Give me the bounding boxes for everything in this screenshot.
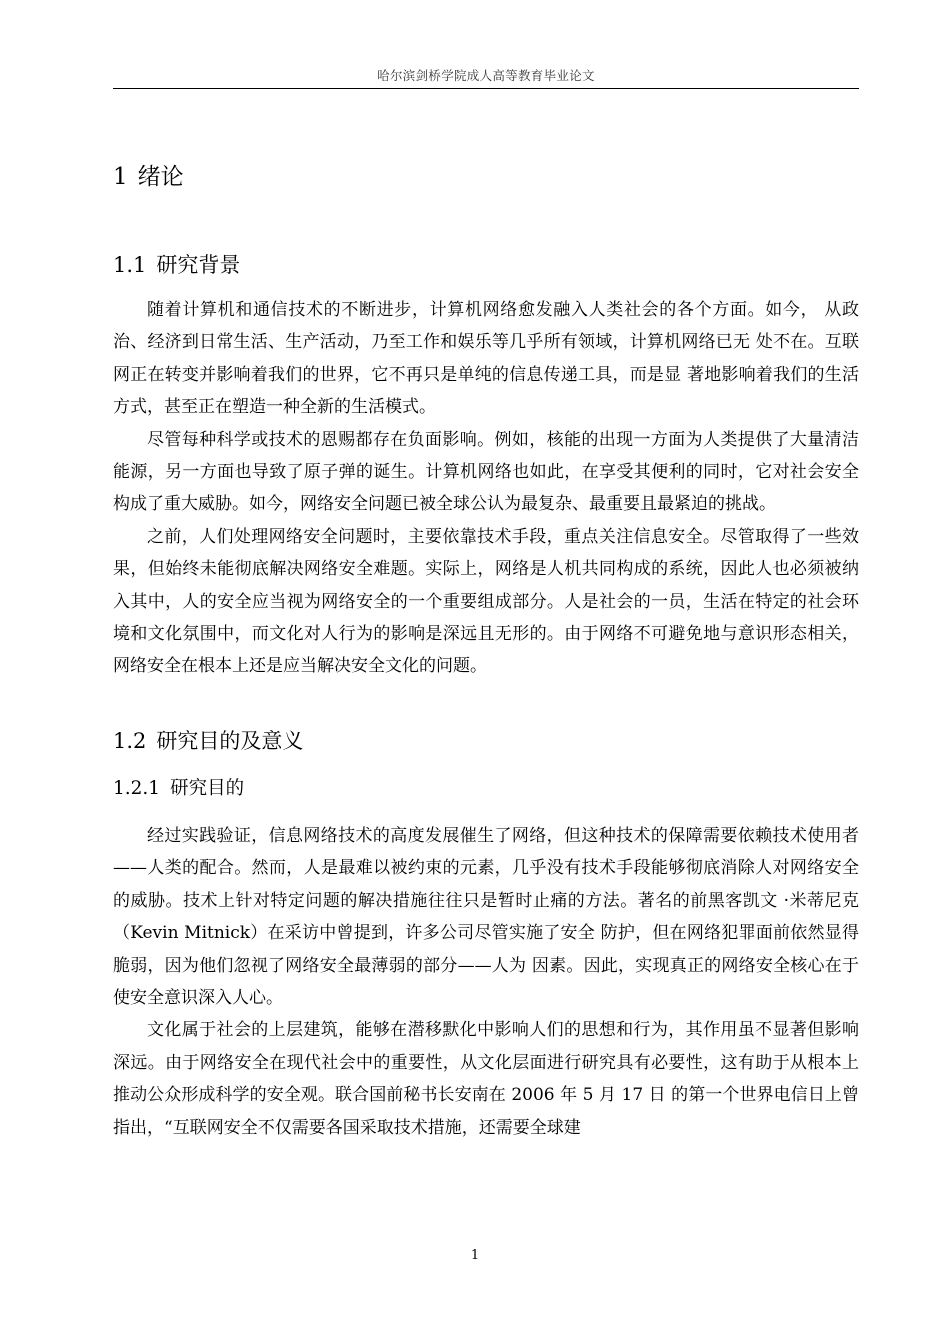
- subsection-heading-1-2-1: [113, 775, 244, 803]
- section-title-1-1: 研究背景: [156, 253, 241, 277]
- section-number-1-2: 1.2: [113, 729, 147, 753]
- paragraph: 随着计算机和通信技术的不断进步，计算机网络愈发融入人类社会的各个方面。如今， 从政治、经济到日常生活、生产活动，乃至工作和娱乐等几乎所有领域，计算机网络已无 处不在。互联网正在转变并影响着我们的世界，它不再只是单纯的信息传递工具，而是显 著地影响着我们的生活方式，甚至正在塑造一种全新的生活模式。: [113, 300, 859, 418]
- page-number: 1: [470, 1248, 480, 1263]
- paragraph: 文化属于社会的上层建筑，能够在潜移默化中影响人们的思想和行为，其作用虽不显著但影响深远。由于网络安全在现代社会中的重要性，从文化层面进行研究具有必要性，这有助于从根本上推动公众形成科学的安全观。联合国前秘书长安南在 2006 年 5 月 17 日 的第一个世界电信日上曾指出，“互联网安全不仅需要各国采取技术措施，还需要全球建: [113, 1020, 859, 1138]
- subsection-number-1-2-1: 1.2.1: [113, 778, 161, 799]
- chapter-number: 1: [113, 164, 128, 190]
- section-heading-1-1: [113, 250, 240, 280]
- subsection-1-2-1-body: [113, 820, 859, 1144]
- paragraph: 尽管每种科学或技术的恩赐都存在负面影响。例如，核能的出现一方面为人类提供了大量清洁能源，另一方面也导致了原子弹的诞生。计算机网络也如此，在享受其便利的同时，它对社会安全构成了重大威胁。如今，网络安全问题已被全球公认为最复杂、最重要且最紧迫的挑战。: [113, 429, 859, 515]
- section-1-1-body: [113, 294, 859, 683]
- paragraph: 经过实践验证，信息网络技术的高度发展催生了网络，但这种技术的保障需要依赖技术使用者——人类的配合。然而，人是最难以被约束的元素，几乎没有技术手段能够彻底消除人对网络安全的威胁。技术上针对特定问题的解决措施往往只是暂时止痛的方法。著名的前黑客凯文 ·米蒂尼克（Kevin Mitnick）在采访中曾提到，许多公司尽管实施了安全 防护，但在网络犯罪面前依然显得脆弱，因为他们忽视了网络安全最薄弱的部分——人为 因素。因此，实现真正的网络安全核心在于使安全意识深入人心。: [113, 826, 859, 1009]
- running-header: 哈尔滨剑桥学院成人高等教育毕业论文: [377, 68, 595, 83]
- section-title-1-2: 研究目的及意义: [156, 729, 304, 753]
- section-heading-1-2: [113, 726, 303, 756]
- paragraph: 之前，人们处理网络安全问题时，主要依靠技术手段，重点关注信息安全。尽管取得了一些效果，但始终未能彻底解决网络安全难题。实际上，网络是人机共同构成的系统，因此人也必须被纳入其中，人的安全应当视为网络安全的一个重要组成部分。人是社会的一员，生活在特定的社会环境和文化氛围中，而文化对人行为的影响是深远且无形的。由于网络不可避免地与意识形态相关，网络安全在根本上还是应当解决安全文化的问题。: [113, 526, 859, 677]
- subsection-title-1-2-1: 研究目的: [170, 778, 245, 799]
- section-number-1-1: 1.1: [113, 253, 147, 277]
- chapter-heading: [113, 161, 184, 193]
- header-rule: [113, 88, 859, 89]
- chapter-title: 绪论: [137, 164, 184, 190]
